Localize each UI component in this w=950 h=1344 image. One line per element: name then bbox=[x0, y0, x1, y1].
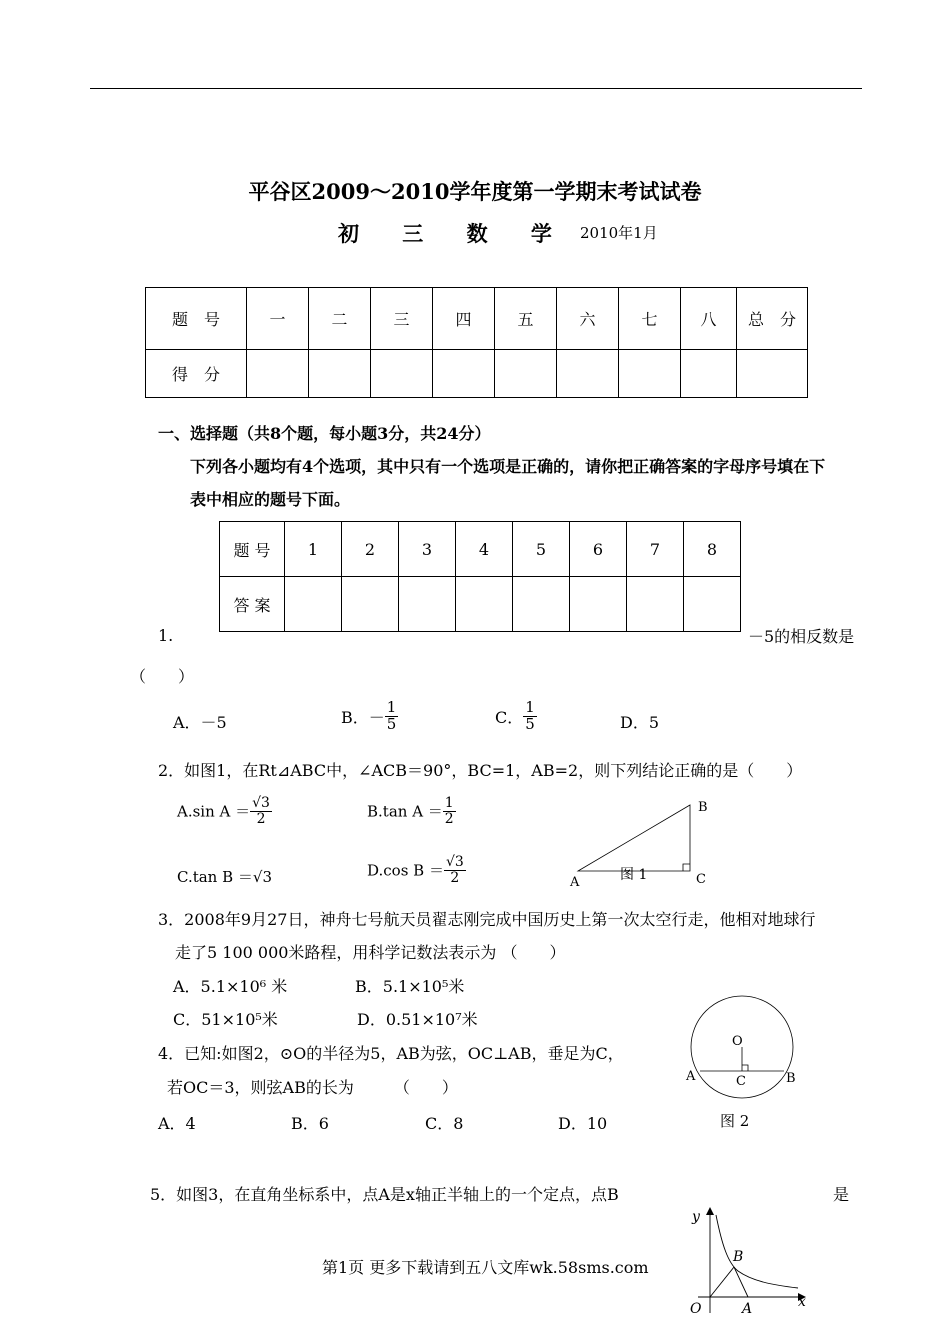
page-footer: 第1页 更多下载请到五八文库wk.58sms.com bbox=[322, 1258, 649, 1277]
q3-option-d: D．0.51×10⁷米 bbox=[357, 1010, 478, 1029]
answer-cell bbox=[399, 577, 456, 632]
q1-number: 1. bbox=[158, 626, 174, 645]
score-col-1: 一 bbox=[247, 288, 309, 350]
fig2-label-a: A bbox=[686, 1069, 696, 1084]
answer-cell bbox=[513, 577, 570, 632]
q1-option-b bbox=[341, 700, 398, 733]
score-col-4: 四 bbox=[433, 288, 495, 350]
score-col-6: 六 bbox=[557, 288, 619, 350]
exam-date: 2010年1月 bbox=[580, 224, 658, 242]
answer-cell bbox=[627, 577, 684, 632]
fig2-label-o: O bbox=[732, 1034, 743, 1049]
score-row-label: 得 分 bbox=[146, 350, 247, 398]
score-cell bbox=[495, 350, 557, 398]
q4-line-2: 若OC＝3，则弦AB的长为 （ ） bbox=[167, 1078, 458, 1097]
answer-num-7: 7 bbox=[627, 522, 684, 577]
q2-stem: 2．如图1，在Rt⊿ABC中，∠ACB＝90°，BC=1，AB=2，则下列结论正确的是（ ） bbox=[158, 761, 803, 780]
q3-option-b: B．5.1×10⁵米 bbox=[355, 977, 465, 996]
q1-option-a: A．－5 bbox=[173, 713, 227, 732]
q1-option-c-prefix: C． bbox=[495, 707, 524, 727]
answer-num-1: 1 bbox=[285, 522, 342, 577]
section-instruction-2: 表中相应的题号下面。 bbox=[190, 490, 351, 509]
score-cell bbox=[619, 350, 681, 398]
q4-option-b: B．6 bbox=[291, 1114, 329, 1133]
fig3-label-b: B bbox=[733, 1249, 744, 1265]
q4-option-d: D．10 bbox=[558, 1114, 608, 1133]
q2-d-den: 2 bbox=[450, 869, 460, 886]
q2-b-prefix: B.tan A ＝ bbox=[367, 802, 443, 821]
q2-b-num: 1 bbox=[444, 795, 454, 811]
q1-b-den: 5 bbox=[386, 714, 397, 733]
score-col-3: 三 bbox=[371, 288, 433, 350]
answer-row-label: 答 案 bbox=[220, 577, 285, 632]
score-col-7: 七 bbox=[619, 288, 681, 350]
q1-paren: （ ） bbox=[130, 667, 195, 686]
q1-option-b-prefix: B．－ bbox=[341, 707, 385, 727]
score-total-label: 总 分 bbox=[737, 288, 808, 350]
q1-c-num: 1 bbox=[525, 698, 535, 716]
score-cell bbox=[737, 350, 808, 398]
score-col-8: 八 bbox=[681, 288, 737, 350]
q1-option-d: D．5 bbox=[620, 713, 660, 732]
q5-line-1-end: 是 bbox=[833, 1185, 850, 1204]
score-col-2: 二 bbox=[309, 288, 371, 350]
fig3-label-o: O bbox=[690, 1301, 702, 1317]
q2-option-d bbox=[367, 855, 466, 885]
section-instruction-1: 下列各小题均有4个选项，其中只有一个选项是正确的，请你把正确答案的字母序号填在下 bbox=[190, 457, 826, 476]
page-title: 平谷区2009～2010学年度第一学期末考试试卷 bbox=[248, 179, 702, 204]
score-header-label: 题 号 bbox=[146, 288, 247, 350]
figure-3-coordinates bbox=[680, 1205, 812, 1319]
score-col-5: 五 bbox=[495, 288, 557, 350]
score-cell bbox=[371, 350, 433, 398]
q4-option-a: A．4 bbox=[158, 1114, 196, 1133]
score-cell bbox=[309, 350, 371, 398]
q1-b-num: 1 bbox=[386, 698, 397, 716]
answer-num-5: 5 bbox=[513, 522, 570, 577]
segment-ba bbox=[734, 1267, 748, 1297]
fig1-label-a: A bbox=[570, 875, 580, 890]
triangle-shape bbox=[578, 805, 690, 871]
answer-cell bbox=[342, 577, 399, 632]
fig1-caption: 图 1 bbox=[620, 867, 648, 883]
fig3-label-y: y bbox=[692, 1209, 700, 1225]
fig2-label-b: B bbox=[786, 1071, 796, 1086]
section-heading: 一、选择题（共8个题，每小题3分，共24分） bbox=[158, 424, 491, 443]
answer-cell bbox=[285, 577, 342, 632]
q2-option-b bbox=[367, 796, 456, 826]
page-subtitle: 初 三 数 学 bbox=[338, 221, 570, 246]
q2-a-prefix: A.sin A ＝ bbox=[177, 802, 251, 821]
q2-b-den: 2 bbox=[444, 810, 454, 827]
fig2-caption: 图 2 bbox=[720, 1112, 750, 1130]
answer-cell bbox=[684, 577, 741, 632]
fig2-label-c: C bbox=[736, 1074, 746, 1089]
score-cell bbox=[557, 350, 619, 398]
answer-num-4: 4 bbox=[456, 522, 513, 577]
answer-table bbox=[219, 521, 741, 632]
figure-2-circle bbox=[680, 990, 810, 1130]
q2-d-prefix: D.cos B ＝ bbox=[367, 861, 444, 880]
q3-option-a: A．5.1×10⁶ 米 bbox=[173, 977, 288, 996]
answer-num-6: 6 bbox=[570, 522, 627, 577]
q2-d-num: √3 bbox=[445, 854, 464, 870]
q2-option-a bbox=[177, 796, 272, 826]
q1-option-c bbox=[495, 700, 537, 733]
q3-line-1: 3．2008年9月27日，神舟七号航天员翟志刚完成中国历史上第一次太空行走，他相对地球行 bbox=[158, 910, 816, 929]
answer-num-2: 2 bbox=[342, 522, 399, 577]
answer-cell bbox=[456, 577, 513, 632]
score-cell bbox=[681, 350, 737, 398]
score-cell bbox=[433, 350, 495, 398]
fig3-label-a: A bbox=[742, 1301, 753, 1317]
q2-a-num: √3 bbox=[252, 795, 270, 811]
score-cell bbox=[247, 350, 309, 398]
fig1-label-b: B bbox=[698, 800, 708, 815]
q2-a-den: 2 bbox=[256, 810, 266, 827]
segment-ob bbox=[710, 1267, 734, 1297]
figure-1-triangle bbox=[560, 795, 720, 895]
q3-line-2: 走了5 100 000米路程，用科学记数法表示为 （ ） bbox=[175, 943, 566, 962]
right-angle-mark bbox=[742, 1065, 748, 1071]
q3-option-c: C．51×10⁵米 bbox=[173, 1010, 278, 1029]
answer-cell bbox=[570, 577, 627, 632]
fig1-label-c: C bbox=[696, 872, 706, 887]
q4-option-c: C．8 bbox=[425, 1114, 464, 1133]
q1-stem: －5的相反数是 bbox=[748, 627, 855, 646]
q4-line-1: 4．已知:如图2，⊙O的半径为5，AB为弦，OC⊥AB，垂足为C， bbox=[158, 1044, 624, 1063]
y-axis-arrow bbox=[706, 1207, 714, 1215]
q5-line-1: 5．如图3，在直角坐标系中，点A是x轴正半轴上的一个定点，点B bbox=[150, 1185, 619, 1204]
answer-num-8: 8 bbox=[684, 522, 741, 577]
score-table bbox=[145, 287, 808, 398]
q1-c-den: 5 bbox=[525, 714, 535, 733]
q2-option-c: C.tan B ＝√3 bbox=[177, 868, 273, 886]
answer-header-label: 题 号 bbox=[220, 522, 285, 577]
fig3-label-x: x bbox=[798, 1294, 806, 1310]
hyperbola-curve bbox=[716, 1215, 798, 1288]
right-angle-mark bbox=[683, 864, 690, 871]
header-rule bbox=[90, 88, 862, 89]
answer-num-3: 3 bbox=[399, 522, 456, 577]
